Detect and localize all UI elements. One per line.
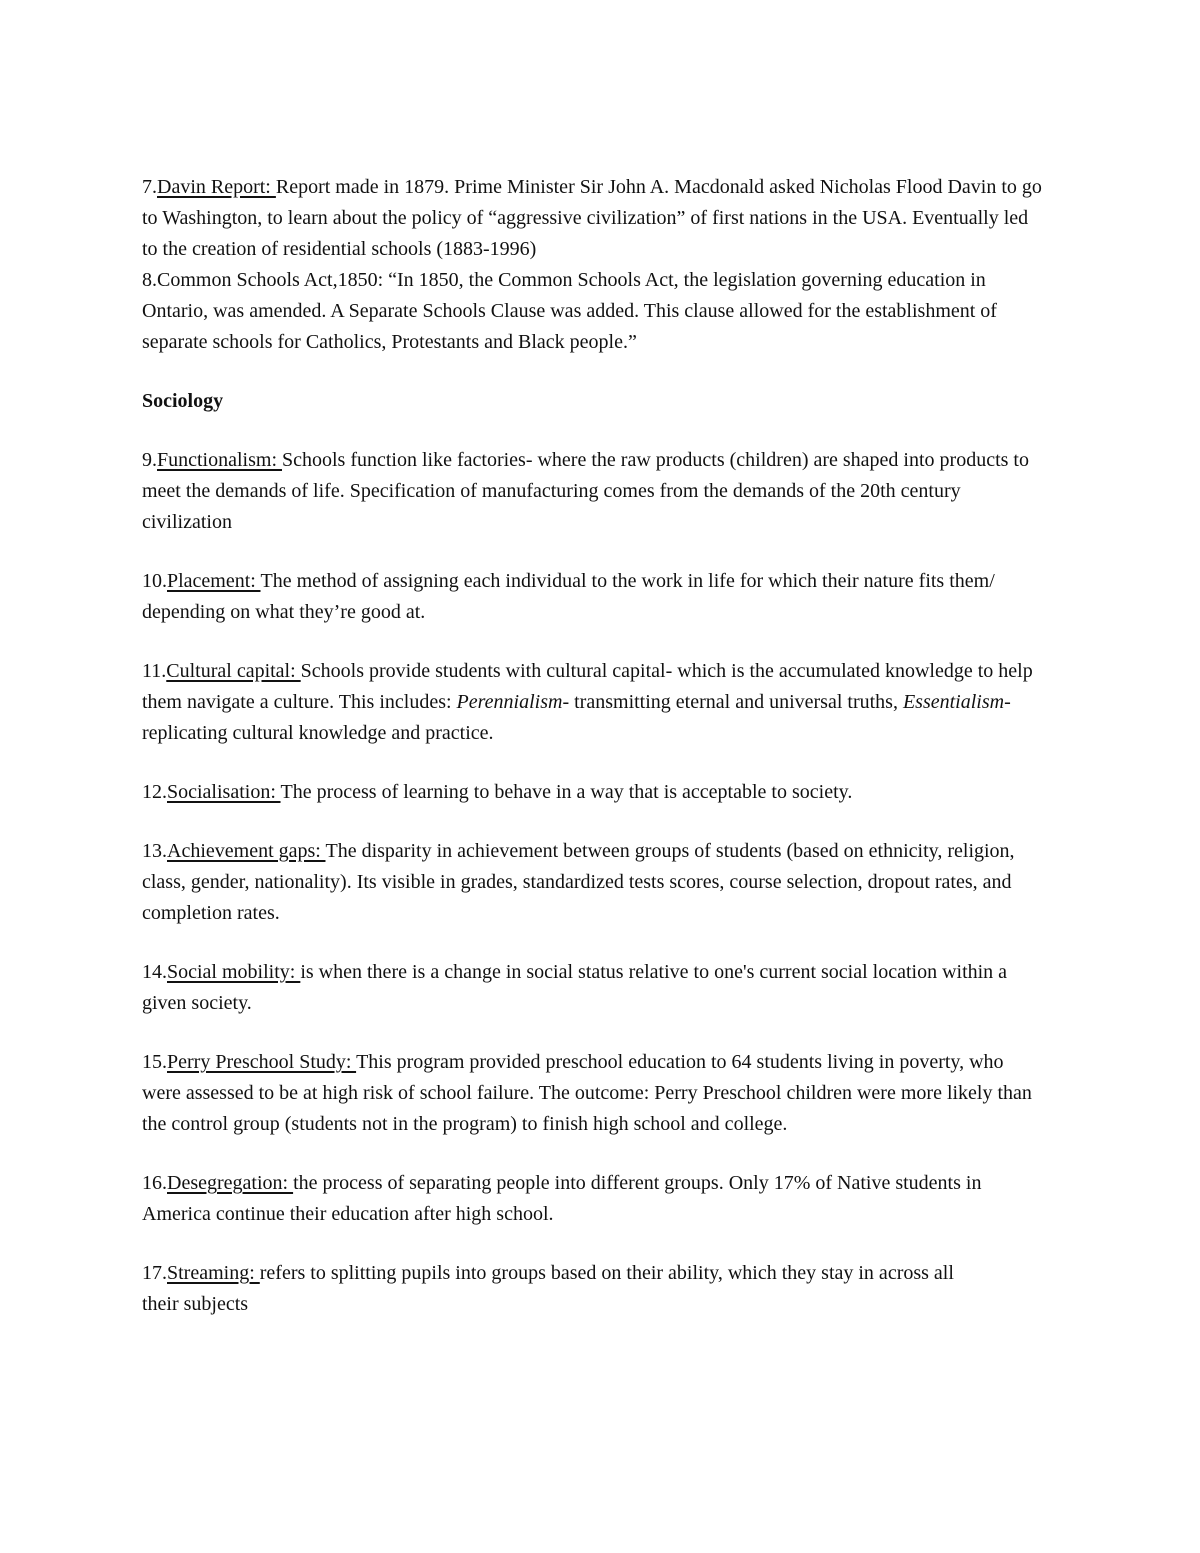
definition-cultural-capital-part-2: - transmitting eternal and universal truths,: [562, 691, 903, 713]
definition-desegregation: the process of separating people into different groups. Only 17% of Native students in America continue their education after high school.: [142, 1172, 982, 1225]
entry-social-mobility: [142, 957, 1042, 1019]
entry-number: 14.: [142, 961, 167, 983]
definition-common-schools-act: Common Schools Act,1850: “In 1850, the Common Schools Act, the legislation governing education in Ontario, was amended. A Separate Schools Clause was added. This clause allowed for the establishment of separate schools for Catholics, Protestants and Black people.”: [142, 269, 997, 353]
entry-achievement-gaps: [142, 836, 1042, 929]
section-heading: Sociology: [142, 390, 224, 412]
definition-cultural-capital-part-3: - replicating cultural knowledge and practice.: [142, 691, 1011, 744]
definition-streaming-line-1: refers to splitting pupils into groups based on their ability, which they stay in across all: [259, 1262, 954, 1284]
term-social-mobility: Social mobility:: [167, 961, 301, 983]
entry-number: 16.: [142, 1172, 167, 1194]
entry-perry-preschool-study: [142, 1047, 1042, 1140]
entry-placement: [142, 566, 1042, 628]
definition-davin-report: Report made in 1879. Prime Minister Sir John A. Macdonald asked Nicholas Flood Davin to go to Washington, to learn about the policy of “aggressive civilization” of first nations in the USA. Eventually led to the creation of residential schools (1883-1996): [142, 176, 1042, 260]
entry-desegregation: [142, 1168, 1042, 1230]
term-socialisation: Socialisation:: [167, 781, 281, 803]
entry-number: 9.: [142, 449, 157, 471]
term-davin-report: Davin Report:: [157, 176, 276, 198]
definition-cultural-capital-part-1: Schools provide students with cultural capital- which is the accumulated knowledge to help them navigate a culture. This includes:: [142, 660, 1033, 713]
term-functionalism: Functionalism:: [157, 449, 282, 471]
definition-perry-preschool-study: This program provided preschool education to 64 students living in poverty, who were assessed to be at high risk of school failure. The outcome: Perry Preschool children were more likely than the control group (students not in the program) to finish high school and college.: [142, 1051, 1032, 1135]
entry-number: 17.: [142, 1262, 167, 1284]
term-desegregation: Desegregation:: [167, 1172, 294, 1194]
definition-social-mobility: is when there is a change in social status relative to one's current social location within a given society.: [142, 961, 1008, 1014]
entry-number: 11.: [142, 660, 167, 682]
entry-socialisation: [142, 777, 1042, 808]
term-perennialism: Perennialism: [456, 691, 563, 713]
definition-functionalism: Schools function like factories- where the raw products (children) are shaped into products to meet the demands of life. Specification of manufacturing comes from the demands of the 20th century civilization: [142, 449, 1029, 533]
entry-number: 13.: [142, 840, 167, 862]
entry-common-schools-act: [142, 265, 1042, 358]
document-body: [142, 172, 1042, 1320]
term-achievement-gaps: Achievement gaps:: [167, 840, 326, 862]
entry-davin-report: [142, 172, 1042, 265]
entry-number: 12.: [142, 781, 167, 803]
entry-streaming: [142, 1258, 1042, 1320]
definition-socialisation: The process of learning to behave in a way that is acceptable to society.: [280, 781, 853, 803]
entry-number: 10.: [142, 570, 167, 592]
term-cultural-capital: Cultural capital:: [166, 660, 301, 682]
definition-streaming-line-2: their subjects: [142, 1293, 249, 1315]
entry-number: 15.: [142, 1051, 167, 1073]
entry-number: 7.: [142, 176, 157, 198]
definition-achievement-gaps: The disparity in achievement between groups of students (based on ethnicity, religion, class, gender, nationality). Its visible in grades, standardized tests scores, course selection, dropout rates, and completion rates.: [142, 840, 1015, 924]
term-streaming: Streaming:: [167, 1262, 260, 1284]
definition-placement: The method of assigning each individual to the work in life for which their nature fits them/ depending on what they’re good at.: [142, 570, 995, 623]
term-perry-preschool-study: Perry Preschool Study:: [167, 1051, 357, 1073]
entry-functionalism: [142, 445, 1042, 538]
term-essentialism: Essentialism: [902, 691, 1005, 713]
entry-number: 8.: [142, 269, 157, 291]
term-placement: Placement:: [167, 570, 261, 592]
entry-cultural-capital: [142, 656, 1042, 749]
